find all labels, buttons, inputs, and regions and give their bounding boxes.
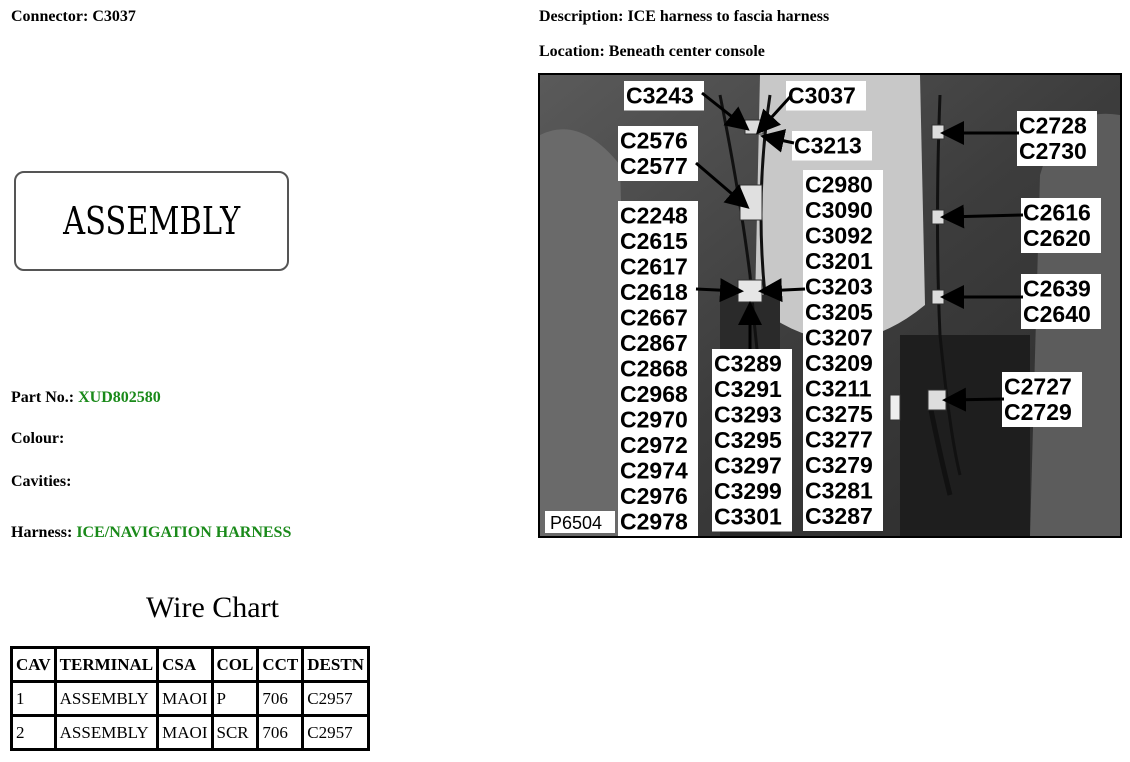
cavities-label: Cavities: [11, 473, 72, 490]
cell-cct: 706 [258, 716, 303, 750]
table-row [12, 682, 369, 716]
cell-csa: MAOI [158, 682, 212, 716]
left-panel [540, 129, 630, 536]
arrow-center [764, 289, 805, 291]
description-value: ICE harness to fascia harness [627, 8, 830, 25]
header-destn: DESTN [303, 648, 369, 682]
connector-label: Connector: [11, 8, 89, 25]
callout-label-c3213: C3213 [794, 132, 862, 159]
part-number-field [11, 389, 161, 407]
assembly-symbol-text: ASSEMBLY [62, 199, 241, 243]
arrow-c2727 [948, 399, 1004, 400]
callout-label-c2639: C2639 [1023, 275, 1091, 302]
callout-label-c2618: C2618 [620, 279, 688, 305]
wire-chart-header-row [12, 648, 369, 682]
callout-label-c3243: C3243 [626, 82, 694, 109]
callout-label-c2970: C2970 [620, 406, 688, 433]
callout-label-c2667: C2667 [620, 304, 688, 331]
callout-label-c3090: C3090 [805, 197, 873, 223]
callout-label-c3287: C3287 [805, 503, 873, 529]
callout-label-c2978: C2978 [620, 508, 688, 535]
location-field [539, 43, 765, 61]
connector-c2727 [928, 390, 946, 410]
callout-label-c3207: C3207 [805, 324, 873, 351]
callout-label-c3277: C3277 [805, 426, 873, 453]
callout-label-c3291: C3291 [714, 376, 782, 402]
description-label: Description: [539, 8, 624, 25]
cell-terminal: ASSEMBLY [55, 716, 158, 750]
connector-c2618 [738, 280, 762, 302]
description-field [539, 8, 829, 26]
header-cct: CCT [258, 648, 303, 682]
cell-cav: 1 [12, 682, 56, 716]
callout-label-c2576: C2576 [620, 127, 688, 154]
callout-label-c2620: C2620 [1023, 225, 1091, 251]
callout-label-c3279: C3279 [805, 452, 873, 478]
callout-label-c3299: C3299 [714, 478, 782, 504]
cavities-field [11, 473, 71, 491]
connector-c2639 [932, 290, 944, 304]
connector-c3243 [745, 120, 763, 134]
header-cav: CAV [12, 648, 56, 682]
callout-label-c3205: C3205 [805, 299, 873, 325]
connector-fuse [890, 395, 900, 420]
location-value: Beneath center console [608, 43, 765, 60]
callout-label-c2976: C2976 [620, 483, 688, 509]
callout-label-c2730: C2730 [1019, 138, 1087, 164]
callout-label-c3289: C3289 [714, 350, 782, 377]
arrow-c2618 [696, 289, 738, 291]
callout-label-c2616: C2616 [1023, 199, 1091, 226]
callout-label-c3281: C3281 [805, 477, 873, 504]
cell-destn: C2957 [303, 716, 369, 750]
harness-label: Harness: [11, 524, 73, 541]
callout-label-c2974: C2974 [620, 457, 688, 484]
callout-label-c2729: C2729 [1004, 399, 1072, 425]
part-number-value[interactable]: XUD802580 [78, 389, 161, 406]
location-label: Location: [539, 43, 605, 60]
callout-label-c2968: C2968 [620, 381, 688, 407]
callout-label-c2868: C2868 [620, 355, 688, 382]
cell-cct: 706 [258, 682, 303, 716]
arrow-c2616 [946, 215, 1023, 217]
colour-label: Colour: [11, 430, 65, 447]
callout-label-c3293: C3293 [714, 401, 782, 428]
callout-label-c3203: C3203 [805, 273, 873, 300]
photo-illustration [540, 75, 1120, 536]
harness-value[interactable]: ICE/NAVIGATION HARNESS [76, 524, 292, 541]
callout-label-c3201: C3201 [805, 248, 873, 274]
callout-label-c2615: C2615 [620, 228, 688, 254]
callout-label-c2640: C2640 [1023, 301, 1091, 327]
connector-c2728 [932, 125, 944, 139]
cell-csa: MAOI [158, 716, 212, 750]
callout-label-c3209: C3209 [805, 350, 873, 376]
callout-label-c3275: C3275 [805, 401, 873, 427]
colour-field [11, 430, 64, 448]
callout-label-c2727: C2727 [1004, 373, 1072, 400]
callout-label-c3301: C3301 [714, 503, 782, 530]
header-terminal: TERMINAL [55, 648, 158, 682]
cell-destn: C2957 [303, 682, 369, 716]
callout-label-c2728: C2728 [1019, 112, 1087, 139]
part-number-label: Part No.: [11, 389, 75, 406]
callout-label-c2867: C2867 [620, 330, 688, 356]
connector-field [11, 8, 136, 26]
wire-chart-title: Wire Chart [146, 591, 279, 624]
assembly-symbol [14, 171, 289, 271]
callout-label-c2617: C2617 [620, 253, 688, 280]
cell-terminal: ASSEMBLY [55, 682, 158, 716]
callout-label-c2972: C2972 [620, 432, 688, 458]
lower-right-cavity [900, 335, 1030, 536]
callout-label-c3211: C3211 [805, 375, 872, 402]
callout-label-c3295: C3295 [714, 427, 782, 453]
callout-label-c2980: C2980 [805, 171, 873, 198]
connector-c2616 [932, 210, 944, 224]
callout-label-c3092: C3092 [805, 222, 873, 249]
connector-value: C3037 [92, 8, 136, 25]
photo-ref: P6504 [550, 513, 603, 533]
harness-field [11, 524, 291, 542]
callout-label-c2248: C2248 [620, 202, 688, 229]
callout-label-c2577: C2577 [620, 153, 688, 179]
connector-location-photo [538, 73, 1122, 538]
callout-label-c3297: C3297 [714, 452, 782, 479]
header-col: COL [212, 648, 258, 682]
wire-chart-table [10, 646, 370, 751]
cell-col: SCR [212, 716, 258, 750]
cell-col: P [212, 682, 258, 716]
cell-cav: 2 [12, 716, 56, 750]
callout-label-c3037: C3037 [788, 82, 856, 109]
header-csa: CSA [158, 648, 212, 682]
table-row [12, 716, 369, 750]
